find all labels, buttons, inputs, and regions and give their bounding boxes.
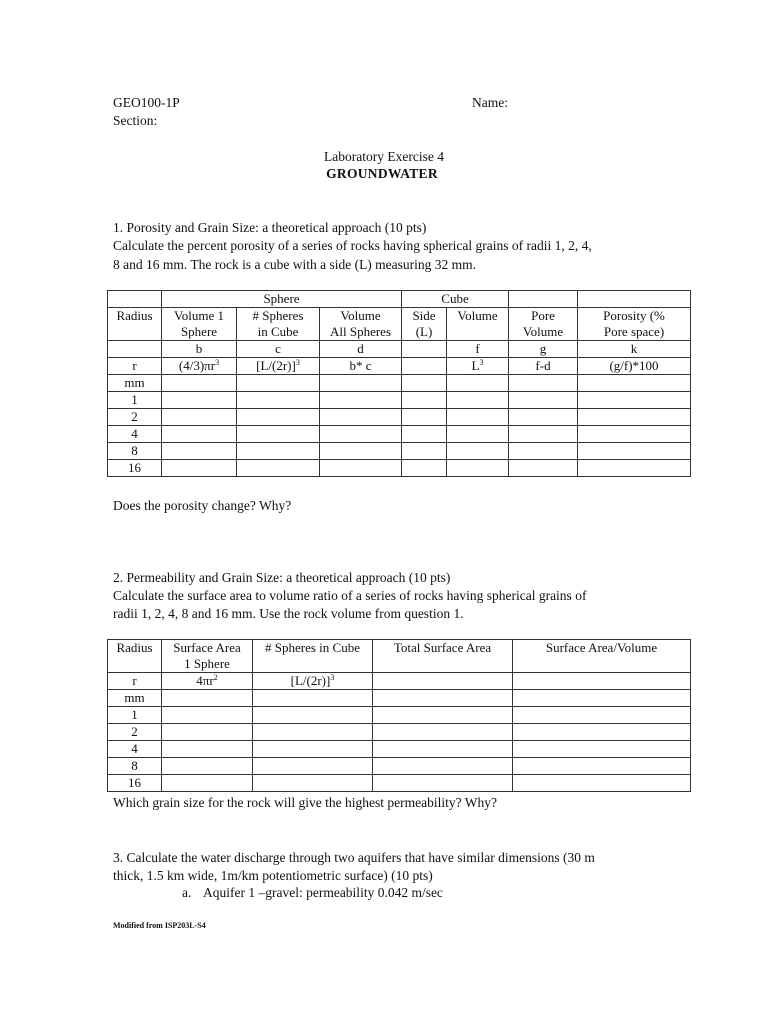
answer-cell[interactable] bbox=[162, 409, 237, 426]
section-label: Section: bbox=[113, 113, 158, 128]
answer-cell[interactable] bbox=[162, 443, 237, 460]
answer-cell[interactable] bbox=[578, 409, 691, 426]
column-header-spheres-in-cube: # Spheres in Cube bbox=[253, 640, 373, 673]
answer-cell[interactable] bbox=[162, 426, 237, 443]
answer-cell[interactable] bbox=[447, 392, 509, 409]
answer-cell[interactable] bbox=[578, 375, 691, 392]
answer-cell[interactable] bbox=[402, 460, 447, 477]
q3-item-a-marker: a. bbox=[182, 885, 192, 900]
formula-cell: $[L/(2r)]^3$ bbox=[237, 358, 320, 375]
answer-cell[interactable] bbox=[509, 443, 578, 460]
table-row bbox=[108, 775, 691, 792]
table-cell: k bbox=[578, 341, 691, 358]
q3-text-line1: 3. Calculate the water discharge through two aquifers that have similar dimensions (30 m bbox=[113, 850, 595, 865]
unit-cell: mm bbox=[108, 375, 162, 392]
column-header-surface-area-1-sphere: Surface Area 1 Sphere bbox=[162, 640, 253, 673]
column-header-volume: Volume bbox=[447, 308, 509, 341]
column-header-porosity: Porosity (% Pore space) bbox=[578, 308, 691, 341]
answer-cell[interactable] bbox=[509, 426, 578, 443]
table-row bbox=[108, 443, 691, 460]
table-cell: f bbox=[447, 341, 509, 358]
answer-cell[interactable] bbox=[237, 409, 320, 426]
q1-heading: 1. Porosity and Grain Size: a theoretical approach (10 pts) bbox=[113, 220, 427, 235]
answer-cell[interactable] bbox=[320, 409, 402, 426]
answer-cell[interactable] bbox=[373, 724, 513, 741]
answer-cell[interactable] bbox=[402, 443, 447, 460]
answer-cell[interactable] bbox=[162, 741, 253, 758]
column-header-pore-volume: Pore Volume bbox=[509, 308, 578, 341]
answer-cell[interactable] bbox=[320, 460, 402, 477]
radius-cell: 4 bbox=[108, 741, 162, 758]
column-header-volume-1-sphere: Volume 1 Sphere bbox=[162, 308, 237, 341]
column-header-side: Side (L) bbox=[402, 308, 447, 341]
answer-cell[interactable] bbox=[237, 443, 320, 460]
formula-cell: (g/f)*100 bbox=[578, 358, 691, 375]
answer-cell[interactable] bbox=[162, 758, 253, 775]
answer-cell[interactable] bbox=[509, 392, 578, 409]
radius-cell: 2 bbox=[108, 409, 162, 426]
unit-cell: mm bbox=[108, 690, 162, 707]
table-row bbox=[108, 409, 691, 426]
radius-cell: 16 bbox=[108, 775, 162, 792]
q2-text-line1: Calculate the surface area to volume ratio of a series of rocks having spherical grains of bbox=[113, 588, 587, 603]
radius-cell: 1 bbox=[108, 707, 162, 724]
answer-cell[interactable] bbox=[162, 690, 253, 707]
formula-cell: $(4/3)\pi r^3$ bbox=[162, 358, 237, 375]
answer-cell[interactable] bbox=[253, 741, 373, 758]
answer-cell[interactable] bbox=[578, 443, 691, 460]
q1-text-line2: 8 and 16 mm. The rock is a cube with a side (L) measuring 32 mm. bbox=[113, 257, 477, 272]
radius-cell: 8 bbox=[108, 758, 162, 775]
table-row bbox=[108, 724, 691, 741]
q1-question: Does the porosity change? Why? bbox=[113, 498, 292, 513]
answer-cell[interactable] bbox=[447, 460, 509, 477]
formula-cell: $4\pi r^2$ bbox=[162, 673, 253, 690]
radius-cell: 4 bbox=[108, 426, 162, 443]
answer-cell[interactable] bbox=[373, 741, 513, 758]
answer-cell[interactable] bbox=[578, 426, 691, 443]
table-row bbox=[108, 741, 691, 758]
formula-cell: f-d bbox=[509, 358, 578, 375]
answer-cell[interactable] bbox=[402, 409, 447, 426]
answer-cell[interactable] bbox=[253, 707, 373, 724]
table-row bbox=[108, 707, 691, 724]
group-header-cube: Cube bbox=[402, 291, 509, 308]
table-row bbox=[108, 358, 691, 375]
table-cell: g bbox=[509, 341, 578, 358]
column-header-volume-all-spheres: Volume All Spheres bbox=[320, 308, 402, 341]
formula-cell: r bbox=[108, 358, 162, 375]
column-header-total-surface-area: Total Surface Area bbox=[373, 640, 513, 673]
radius-cell: 8 bbox=[108, 443, 162, 460]
answer-cell[interactable] bbox=[253, 758, 373, 775]
q1-text-line1: Calculate the percent porosity of a series of rocks having spherical grains of radii 1, 2, 4, bbox=[113, 238, 592, 253]
column-header-radius: Radius bbox=[108, 308, 162, 341]
table-cell: d bbox=[320, 341, 402, 358]
column-header-surface-area-volume: Surface Area/Volume bbox=[513, 640, 691, 673]
answer-cell[interactable] bbox=[373, 707, 513, 724]
q3-item-a-text: Aquifer 1 –gravel: permeability 0.042 m/sec bbox=[203, 885, 443, 900]
answer-cell[interactable] bbox=[509, 409, 578, 426]
answer-cell[interactable] bbox=[237, 460, 320, 477]
q2-heading: 2. Permeability and Grain Size: a theoretical approach (10 pts) bbox=[113, 570, 451, 585]
answer-cell[interactable] bbox=[237, 426, 320, 443]
answer-cell[interactable] bbox=[447, 443, 509, 460]
table-row bbox=[108, 758, 691, 775]
table-row bbox=[108, 392, 691, 409]
name-label: Name: bbox=[472, 95, 508, 110]
answer-cell[interactable] bbox=[578, 392, 691, 409]
radius-cell: 2 bbox=[108, 724, 162, 741]
table-row bbox=[108, 375, 691, 392]
answer-cell[interactable] bbox=[513, 741, 691, 758]
answer-cell[interactable] bbox=[320, 375, 402, 392]
answer-cell[interactable] bbox=[373, 758, 513, 775]
q3-text-line2: thick, 1.5 km wide, 1m/km potentiometric surface) (10 pts) bbox=[113, 868, 433, 883]
table-row bbox=[108, 690, 691, 707]
answer-cell[interactable] bbox=[237, 375, 320, 392]
answer-cell[interactable] bbox=[162, 375, 237, 392]
radius-cell: 16 bbox=[108, 460, 162, 477]
permeability-table bbox=[107, 639, 691, 792]
answer-cell[interactable] bbox=[162, 775, 253, 792]
answer-cell[interactable] bbox=[447, 375, 509, 392]
answer-cell[interactable] bbox=[320, 392, 402, 409]
answer-cell[interactable] bbox=[578, 460, 691, 477]
table-row bbox=[108, 673, 691, 690]
column-header-spheres-in-cube: # Spheres in Cube bbox=[237, 308, 320, 341]
answer-cell[interactable] bbox=[513, 707, 691, 724]
radius-cell: 1 bbox=[108, 392, 162, 409]
answer-cell[interactable] bbox=[402, 375, 447, 392]
table-row bbox=[108, 341, 691, 358]
answer-cell[interactable] bbox=[162, 707, 253, 724]
answer-cell[interactable] bbox=[513, 690, 691, 707]
q2-text-line2: radii 1, 2, 4, 8 and 16 mm. Use the rock volume from question 1. bbox=[113, 606, 464, 621]
answer-cell[interactable] bbox=[373, 673, 513, 690]
answer-cell[interactable] bbox=[513, 724, 691, 741]
answer-cell[interactable] bbox=[447, 409, 509, 426]
formula-cell: b* c bbox=[320, 358, 402, 375]
porosity-table bbox=[107, 290, 691, 477]
answer-cell[interactable] bbox=[509, 460, 578, 477]
table-row bbox=[108, 460, 691, 477]
answer-cell[interactable] bbox=[513, 758, 691, 775]
answer-cell[interactable] bbox=[402, 426, 447, 443]
group-header-sphere: Sphere bbox=[162, 291, 402, 308]
answer-cell[interactable] bbox=[373, 690, 513, 707]
footer-note: Modified from ISP203L-S4 bbox=[113, 921, 206, 930]
column-header-radius: Radius bbox=[108, 640, 162, 673]
answer-cell[interactable] bbox=[513, 673, 691, 690]
formula-cell: $L^3$ bbox=[447, 358, 509, 375]
formula-cell: $[L/(2r)]^3$ bbox=[253, 673, 373, 690]
formula-cell: r bbox=[108, 673, 162, 690]
answer-cell[interactable] bbox=[320, 426, 402, 443]
course-code: GEO100-1P bbox=[113, 95, 180, 110]
exercise-title: Laboratory Exercise 4 bbox=[324, 149, 444, 164]
answer-cell[interactable] bbox=[402, 392, 447, 409]
table-row bbox=[108, 426, 691, 443]
table-cell: b bbox=[162, 341, 237, 358]
answer-cell[interactable] bbox=[253, 775, 373, 792]
table-row bbox=[108, 308, 691, 341]
table-row bbox=[108, 640, 691, 673]
table-cell bbox=[402, 341, 447, 358]
table-cell bbox=[108, 341, 162, 358]
answer-cell[interactable] bbox=[162, 460, 237, 477]
answer-cell[interactable] bbox=[513, 775, 691, 792]
answer-cell[interactable] bbox=[253, 724, 373, 741]
table-cell bbox=[402, 358, 447, 375]
table-cell: c bbox=[237, 341, 320, 358]
answer-cell[interactable] bbox=[447, 426, 509, 443]
answer-cell[interactable] bbox=[162, 724, 253, 741]
table-row bbox=[108, 291, 691, 308]
answer-cell[interactable] bbox=[373, 775, 513, 792]
answer-cell[interactable] bbox=[509, 375, 578, 392]
answer-cell[interactable] bbox=[237, 392, 320, 409]
answer-cell[interactable] bbox=[253, 690, 373, 707]
answer-cell[interactable] bbox=[162, 392, 237, 409]
q2-question: Which grain size for the rock will give the highest permeability? Why? bbox=[113, 795, 497, 810]
topic-title: GROUNDWATER bbox=[326, 166, 438, 181]
answer-cell[interactable] bbox=[320, 443, 402, 460]
